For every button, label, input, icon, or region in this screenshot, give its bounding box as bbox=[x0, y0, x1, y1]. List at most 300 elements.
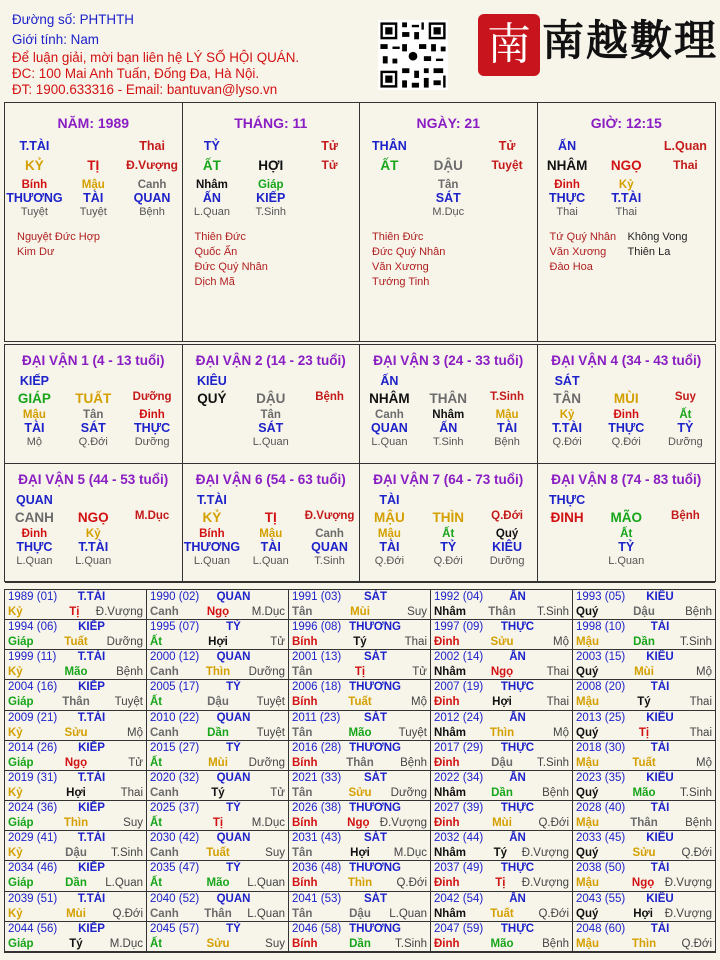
annual-cell[interactable] bbox=[573, 771, 715, 801]
stage: Suy bbox=[123, 817, 143, 830]
year-label: 1996 (08) bbox=[292, 621, 342, 634]
annual-cell[interactable] bbox=[431, 680, 573, 710]
annual-cell[interactable] bbox=[573, 801, 715, 831]
stage: Thai bbox=[615, 206, 637, 218]
stem: Quý bbox=[576, 606, 599, 618]
year-label: 2000 (12) bbox=[150, 651, 200, 664]
annual-cell[interactable] bbox=[573, 861, 715, 891]
hidden-stem bbox=[538, 528, 597, 540]
branch: Ngọ bbox=[347, 817, 370, 830]
luck-pillars bbox=[4, 344, 716, 582]
stage: Q.Đới bbox=[78, 436, 108, 448]
stem: Kỷ bbox=[8, 726, 23, 739]
year-label: 2019 (31) bbox=[8, 771, 58, 784]
annual-cell[interactable] bbox=[573, 650, 715, 680]
stage: Thai bbox=[689, 696, 712, 709]
year-label: 2007 (19) bbox=[434, 681, 484, 694]
luck-title: ĐẠI VẬN 8 (74 - 83 tuổi) bbox=[551, 472, 702, 487]
stage: Đ.Vượng bbox=[379, 817, 427, 830]
annual-cell[interactable] bbox=[573, 922, 715, 952]
year-label: 2026 (38) bbox=[292, 802, 342, 815]
branch: Mùi bbox=[66, 907, 86, 920]
stem: Nhâm bbox=[434, 606, 466, 618]
heaven-star: KIẾP bbox=[78, 862, 105, 875]
ten-god: SÁT bbox=[80, 421, 106, 435]
annual-cell[interactable] bbox=[573, 680, 715, 710]
annual-cell[interactable] bbox=[147, 680, 289, 710]
heaven-star: QUAN bbox=[216, 591, 251, 603]
stem: NHÂM bbox=[546, 158, 588, 173]
hidden-stem bbox=[656, 528, 715, 540]
branch: Ngọ bbox=[490, 666, 514, 679]
branch: Dậu bbox=[65, 847, 87, 860]
stage: T.Sinh bbox=[255, 206, 287, 218]
stem: Mậu bbox=[576, 817, 599, 830]
annual-cell[interactable] bbox=[147, 620, 289, 650]
stem: NHÂM bbox=[369, 391, 410, 406]
stage: L.Quan bbox=[105, 877, 143, 890]
annual-cell[interactable] bbox=[431, 650, 573, 680]
ten-god: TÀI bbox=[497, 421, 518, 435]
year-label: 2003 (15) bbox=[576, 651, 626, 664]
heaven-star: KIÊU bbox=[196, 374, 227, 388]
annual-cell[interactable] bbox=[289, 831, 431, 861]
annual-cell[interactable] bbox=[573, 741, 715, 771]
annual-cell[interactable] bbox=[5, 861, 147, 891]
stem: Bính bbox=[292, 636, 318, 649]
year-label: 2001 (13) bbox=[292, 651, 342, 664]
ten-god: THỰC bbox=[549, 191, 586, 205]
stage: Tử bbox=[270, 636, 285, 649]
branch: Hợi bbox=[350, 847, 370, 860]
stage: Thai bbox=[673, 158, 698, 172]
annual-cell[interactable] bbox=[5, 771, 147, 801]
annual-cell[interactable] bbox=[147, 771, 289, 801]
stage: Đ.Vượng bbox=[304, 510, 355, 522]
heaven-star: KIẾP bbox=[78, 621, 105, 634]
hidden-stem bbox=[183, 409, 242, 421]
annual-cell[interactable] bbox=[289, 741, 431, 771]
stage: Q.Đới bbox=[681, 937, 712, 950]
year-label: 2020 (32) bbox=[150, 771, 200, 784]
heaven-star: TỶ bbox=[226, 802, 241, 815]
heaven-star: THỰC bbox=[500, 922, 535, 935]
year-label: 2002 (14) bbox=[434, 651, 484, 664]
luck-pillar bbox=[360, 464, 538, 583]
stage: Đ.Vượng bbox=[521, 877, 569, 890]
stage: Đ.Vượng bbox=[95, 606, 143, 618]
annual-cell[interactable] bbox=[5, 650, 147, 680]
stage: Bệnh bbox=[315, 391, 344, 403]
branch: Thân bbox=[630, 817, 658, 830]
year-label: 2039 (51) bbox=[8, 892, 58, 905]
stage: Thai bbox=[546, 696, 569, 709]
hidden-stem: Bính bbox=[21, 179, 48, 191]
branch: Thìn bbox=[631, 937, 657, 950]
pillar-title: GIỜ: 12:15 bbox=[590, 115, 662, 131]
stem: Ất bbox=[150, 817, 163, 830]
year-label: 2028 (40) bbox=[576, 802, 626, 815]
stem: Kỷ bbox=[8, 907, 23, 920]
chart-code: Đường số: PHTHTH bbox=[12, 12, 134, 27]
heaven-star: TÀI bbox=[650, 741, 670, 754]
stem: Nhâm bbox=[434, 666, 466, 679]
stage: L.Quan bbox=[252, 436, 289, 448]
stage: Q.Đới bbox=[112, 907, 143, 920]
branch: DẬU bbox=[433, 158, 463, 173]
ten-god: THỰC bbox=[134, 421, 171, 435]
hidden-stem: Tân bbox=[438, 179, 459, 191]
stem: Mậu bbox=[576, 696, 599, 709]
annual-cell[interactable] bbox=[147, 831, 289, 861]
stage: Bệnh bbox=[685, 606, 712, 618]
ten-god: THỰC bbox=[16, 540, 53, 554]
annual-cell[interactable] bbox=[573, 831, 715, 861]
heaven-star: THÂN bbox=[372, 139, 407, 153]
heaven-star: KIÊU bbox=[646, 651, 674, 664]
stage: Đ.Vượng bbox=[664, 907, 712, 920]
stage: L.Quan bbox=[16, 555, 53, 567]
heaven-star: TỶ bbox=[226, 681, 241, 694]
stem: Đinh bbox=[434, 937, 460, 950]
branch: NGỌ bbox=[610, 158, 642, 173]
branch: Sửu bbox=[206, 937, 230, 950]
heaven-star: KIÊU bbox=[646, 591, 674, 603]
stem: Bính bbox=[292, 877, 318, 890]
year-label: 2008 (20) bbox=[576, 681, 626, 694]
stem: Bính bbox=[292, 937, 318, 950]
pillar-hour bbox=[538, 103, 716, 341]
heaven-star: THƯƠNG bbox=[349, 862, 401, 875]
stage: Tuyệt bbox=[114, 696, 143, 709]
ten-god: SÁT bbox=[435, 191, 461, 205]
year-label: 2029 (41) bbox=[8, 832, 58, 845]
annual-cell[interactable] bbox=[5, 741, 147, 771]
annual-cell[interactable] bbox=[431, 741, 573, 771]
stage: Q.Đới bbox=[611, 436, 641, 448]
star-list: Nguyệt Đức Hợp Kim Dư bbox=[17, 231, 101, 258]
stage: Bệnh bbox=[671, 510, 700, 522]
year-label: 2018 (30) bbox=[576, 741, 626, 754]
year-label: 1998 (10) bbox=[576, 621, 626, 634]
annual-cell[interactable] bbox=[5, 711, 147, 741]
branch: Hợi bbox=[208, 636, 228, 649]
branch: Mão bbox=[632, 786, 656, 799]
annual-cell[interactable] bbox=[289, 650, 431, 680]
stem: Mậu bbox=[576, 877, 599, 890]
annual-cell[interactable] bbox=[147, 801, 289, 831]
stem: Canh bbox=[150, 606, 179, 618]
annual-cell[interactable] bbox=[431, 831, 573, 861]
stem: Canh bbox=[150, 726, 179, 739]
stage bbox=[538, 555, 597, 567]
heaven-star: SÁT bbox=[364, 651, 387, 664]
heaven-star: THƯƠNG bbox=[349, 741, 401, 754]
heaven-star: ẤN bbox=[380, 374, 399, 388]
heaven-star: TÀI bbox=[650, 681, 670, 694]
heaven-star: THỰC bbox=[500, 621, 535, 634]
annual-cell[interactable] bbox=[289, 892, 431, 922]
hidden-stem: Mậu bbox=[377, 528, 401, 540]
annual-cell[interactable] bbox=[5, 590, 147, 620]
brand-seal: 南 bbox=[478, 14, 540, 76]
hidden-stem: Kỷ bbox=[85, 528, 101, 540]
hidden-stem: Đinh bbox=[139, 409, 165, 421]
year-label: 2041 (53) bbox=[292, 892, 342, 905]
heaven-star: T.TÀI bbox=[19, 139, 50, 153]
ten-god: TÀI bbox=[24, 421, 45, 435]
annual-cell[interactable] bbox=[147, 922, 289, 952]
branch: Dần bbox=[491, 786, 513, 799]
annual-cell[interactable] bbox=[289, 801, 431, 831]
stem: Tân bbox=[292, 726, 313, 739]
stage: Dưỡng bbox=[390, 786, 427, 799]
ten-god: TÀI bbox=[83, 191, 104, 205]
heaven-star: KIÊU bbox=[646, 892, 674, 905]
annual-cell[interactable] bbox=[573, 711, 715, 741]
luck-title: ĐẠI VẬN 6 (54 - 63 tuổi) bbox=[195, 472, 346, 487]
annual-cell[interactable] bbox=[573, 620, 715, 650]
star-list: Tứ Quý Nhân Không Vong Văn Xương Thiên La Đào Hoa bbox=[549, 231, 688, 273]
hidden-stem: Đinh bbox=[613, 409, 640, 421]
ten-god bbox=[300, 421, 359, 435]
ten-god: T.TÀI bbox=[611, 191, 642, 205]
branch: Sửu bbox=[348, 786, 372, 799]
branch: Tị bbox=[69, 606, 80, 618]
annual-cell[interactable] bbox=[431, 590, 573, 620]
heaven-star: THƯƠNG bbox=[349, 621, 401, 634]
branch: Dần bbox=[207, 726, 229, 739]
branch: Mùi bbox=[350, 606, 370, 618]
stage: Thai bbox=[556, 206, 578, 218]
four-pillars bbox=[4, 102, 716, 342]
stem: Đinh bbox=[434, 696, 460, 709]
annual-cell[interactable] bbox=[573, 590, 715, 620]
branch: Thìn bbox=[489, 726, 515, 739]
stem: KỶ bbox=[202, 510, 222, 525]
stage: Q.Đới bbox=[396, 877, 427, 890]
annual-cell[interactable] bbox=[431, 922, 573, 952]
stem: ẤT bbox=[380, 158, 399, 173]
hidden-stem: Canh bbox=[375, 409, 404, 421]
annual-cell[interactable] bbox=[5, 892, 147, 922]
annual-cell[interactable] bbox=[5, 801, 147, 831]
year-label: 1993 (05) bbox=[576, 591, 626, 603]
annual-cell[interactable] bbox=[431, 771, 573, 801]
branch: Thân bbox=[346, 756, 374, 769]
year-label: 2044 (56) bbox=[8, 922, 58, 935]
life-stage: Thai bbox=[139, 139, 165, 153]
annual-cell[interactable] bbox=[289, 680, 431, 710]
stem: Kỷ bbox=[8, 606, 23, 618]
year-label: 2004 (16) bbox=[8, 681, 58, 694]
branch: Mão bbox=[64, 666, 88, 679]
stage: Dưỡng bbox=[248, 756, 285, 769]
year-label: 2014 (26) bbox=[8, 741, 58, 754]
stem: Nhâm bbox=[434, 726, 466, 739]
stem: ĐINH bbox=[550, 510, 584, 525]
ten-god: KIÊU bbox=[492, 540, 522, 554]
annual-cell[interactable] bbox=[147, 892, 289, 922]
year-label: 2042 (54) bbox=[434, 892, 484, 905]
stage: Tuyệt bbox=[256, 696, 285, 709]
annual-cell[interactable] bbox=[573, 892, 715, 922]
year-label: 1991 (03) bbox=[292, 591, 342, 603]
stage: Suy bbox=[265, 847, 285, 860]
stage: Bệnh bbox=[139, 206, 165, 218]
stage: M.Dục bbox=[251, 606, 285, 618]
annual-cell[interactable] bbox=[431, 892, 573, 922]
hidden-stem: Mậu bbox=[495, 409, 519, 421]
stem: Canh bbox=[150, 786, 179, 799]
annual-cell[interactable] bbox=[147, 650, 289, 680]
branch: Mùi bbox=[634, 666, 654, 679]
qr-code-icon[interactable] bbox=[378, 20, 448, 90]
stage: Dưỡng bbox=[132, 391, 172, 403]
annual-cell[interactable] bbox=[5, 680, 147, 710]
branch: NGỌ bbox=[77, 510, 109, 525]
year-label: 1989 (01) bbox=[8, 591, 58, 603]
branch: Tuất bbox=[206, 847, 230, 860]
stage: T.Sinh bbox=[490, 391, 524, 403]
stem: Quý bbox=[576, 907, 599, 920]
annual-cell[interactable] bbox=[147, 861, 289, 891]
stage: Tử bbox=[128, 756, 143, 769]
year-label: 2036 (48) bbox=[292, 862, 342, 875]
annual-cell[interactable] bbox=[289, 711, 431, 741]
year-label: 2034 (46) bbox=[8, 862, 58, 875]
stem: Đinh bbox=[434, 756, 460, 769]
stage: Dưỡng bbox=[134, 436, 170, 448]
year-label: 2045 (57) bbox=[150, 922, 200, 935]
annual-cell[interactable] bbox=[147, 590, 289, 620]
pillar-title: NGÀY: 21 bbox=[416, 115, 481, 131]
annual-cell[interactable] bbox=[289, 771, 431, 801]
stage: Mộ bbox=[696, 756, 712, 769]
heaven-star: ẤN bbox=[509, 892, 526, 905]
stem: Mậu bbox=[576, 756, 599, 769]
luck-title: ĐẠI VẬN 4 (34 - 43 tuổi) bbox=[551, 353, 702, 368]
heaven-star: TỶ bbox=[203, 139, 220, 153]
branch: Mão bbox=[490, 937, 514, 950]
ten-god: QUAN bbox=[311, 540, 348, 554]
ten-god: TỶ bbox=[677, 421, 694, 435]
annual-cell[interactable] bbox=[431, 711, 573, 741]
stage: Q.Đới bbox=[491, 510, 523, 522]
year-label: 2030 (42) bbox=[150, 832, 200, 845]
heaven-star: ẤN bbox=[509, 832, 526, 845]
ten-god: SÁT bbox=[258, 421, 284, 435]
ten-god bbox=[656, 540, 715, 554]
stem: Kỷ bbox=[8, 786, 23, 799]
annual-cell[interactable] bbox=[5, 620, 147, 650]
branch: Tý bbox=[69, 937, 83, 950]
stage: Suy bbox=[674, 391, 696, 403]
stem: Giáp bbox=[8, 817, 34, 830]
stem: Mậu bbox=[576, 937, 599, 950]
hidden-stem: Mậu bbox=[22, 409, 46, 421]
stem: Nhâm bbox=[434, 907, 466, 920]
stage: L.Quan bbox=[75, 555, 112, 567]
annual-cell[interactable] bbox=[431, 620, 573, 650]
annual-cell[interactable] bbox=[289, 620, 431, 650]
hidden-stem: Canh bbox=[315, 528, 344, 540]
stage: Thai bbox=[546, 666, 569, 679]
heaven-star: T.TÀI bbox=[77, 832, 106, 845]
hidden-stem: Mậu bbox=[259, 528, 283, 540]
branch: TỊ bbox=[264, 510, 277, 525]
stem: Tân bbox=[292, 666, 313, 679]
luck-pillar bbox=[538, 345, 716, 464]
hidden-stem: Ất bbox=[679, 409, 692, 421]
stage: Bệnh bbox=[116, 666, 143, 679]
year-label: 2011 (23) bbox=[292, 711, 341, 724]
branch: MÙI bbox=[613, 391, 639, 406]
annual-cell[interactable] bbox=[431, 801, 573, 831]
year-label: 2013 (25) bbox=[576, 711, 626, 724]
stage: T.Sinh bbox=[395, 937, 427, 950]
stage: Q.Đới bbox=[374, 555, 405, 567]
luck-pillar bbox=[183, 464, 361, 583]
hidden-stem: Canh bbox=[137, 179, 167, 191]
branch: Thân bbox=[488, 606, 516, 618]
branch: Sửu bbox=[632, 847, 656, 860]
year-label: 1995 (07) bbox=[150, 621, 200, 634]
heaven-star: KIẾP bbox=[78, 922, 105, 935]
annual-cell[interactable] bbox=[5, 831, 147, 861]
annual-cell[interactable] bbox=[431, 861, 573, 891]
branch: Tị bbox=[638, 726, 650, 739]
stage: Q.Đới bbox=[681, 847, 712, 860]
stage: Suy bbox=[407, 606, 427, 618]
pillar-month bbox=[183, 103, 361, 341]
year-label: 1997 (09) bbox=[434, 621, 484, 634]
annual-cell[interactable] bbox=[147, 711, 289, 741]
hidden-stem: Nhâm bbox=[432, 409, 465, 421]
stem: Đinh bbox=[434, 817, 460, 830]
stage: Thai bbox=[120, 786, 143, 799]
stage: T.Sinh bbox=[680, 786, 712, 799]
stage: T.Sinh bbox=[432, 436, 464, 448]
heaven-star: SÁT bbox=[364, 711, 387, 724]
year-label: 2025 (37) bbox=[150, 802, 200, 815]
annual-cell[interactable] bbox=[5, 922, 147, 952]
year-label: 2046 (58) bbox=[292, 922, 342, 935]
annual-cell[interactable] bbox=[289, 861, 431, 891]
heaven-star: KIÊU bbox=[646, 832, 674, 845]
stage: L.Quan bbox=[247, 877, 285, 890]
annual-cell[interactable] bbox=[289, 922, 431, 952]
header bbox=[0, 0, 720, 100]
heaven-star: QUAN bbox=[16, 493, 53, 507]
annual-cell[interactable] bbox=[289, 590, 431, 620]
annual-cell[interactable] bbox=[147, 741, 289, 771]
stem: Giáp bbox=[8, 696, 34, 709]
branch: Thìn bbox=[205, 666, 231, 679]
heaven-star: KIẾP bbox=[78, 802, 105, 815]
stage: Tuyệt bbox=[20, 206, 48, 218]
stage: Mộ bbox=[696, 666, 712, 679]
stage: Q.Đới bbox=[552, 436, 582, 448]
ten-god: TÀI bbox=[260, 540, 281, 554]
branch: Dậu bbox=[633, 606, 655, 618]
heaven-star: TÀI bbox=[650, 802, 670, 815]
stem: QUÝ bbox=[197, 391, 227, 406]
heaven-star: THỰC bbox=[549, 493, 586, 507]
stem: Giáp bbox=[8, 937, 34, 950]
ten-god: QUAN bbox=[371, 421, 408, 435]
year-label: 2040 (52) bbox=[150, 892, 200, 905]
